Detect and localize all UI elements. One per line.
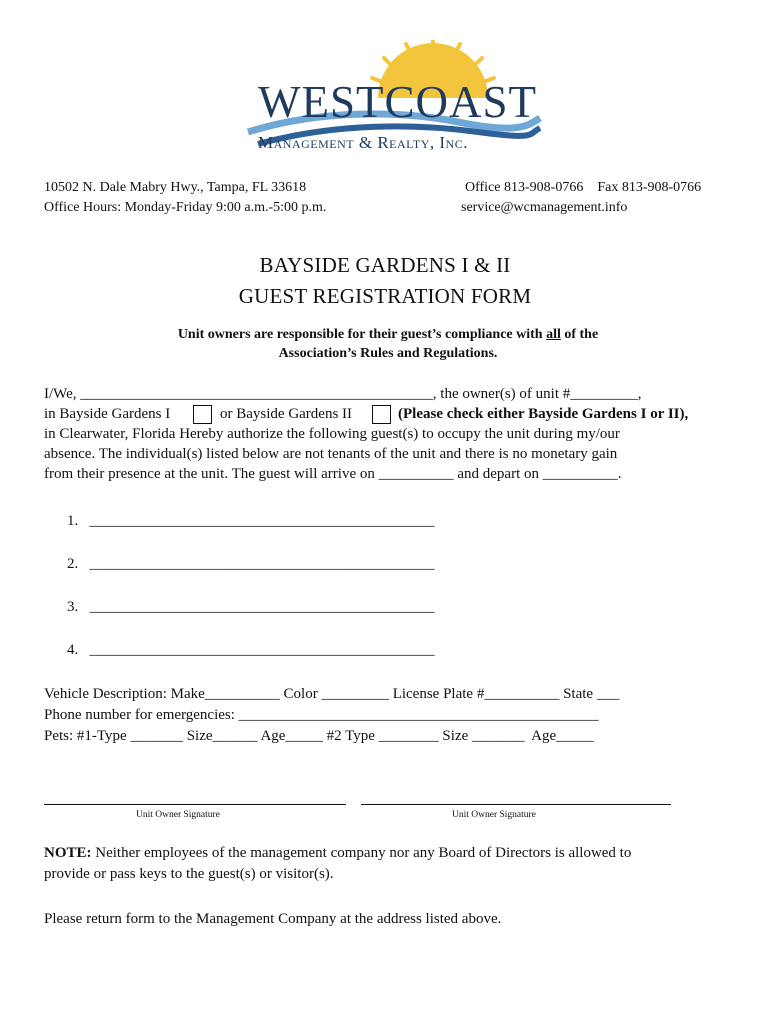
logo-wordmark: WESTCOAST xyxy=(258,77,537,127)
check-instruction: (Please check either Bayside Gardens I or II), xyxy=(398,406,689,422)
signature-label-right: Unit Owner Signature xyxy=(452,810,536,820)
emergency-phone-line[interactable]: Phone number for emergencies: ________________________________________________ xyxy=(44,707,599,723)
notice-line1: Unit owners are responsible for their guest’s compliance with all of the xyxy=(177,327,599,342)
guest-line-1[interactable]: 1. ______________________________________________ xyxy=(67,513,435,529)
note-line2: provide or pass keys to the guest(s) or visitor(s). xyxy=(44,866,334,882)
pets-line[interactable]: Pets: #1-Type _______ Size______ Age_____ #2 Type ________ Size _______ Age_____ xyxy=(44,728,594,744)
note-line1: NOTE: Neither employees of the management company nor any Board of Directors is allowed to xyxy=(44,845,632,861)
signature-label-left: Unit Owner Signature xyxy=(136,810,220,820)
guest-line-3[interactable]: 3. ______________________________________________ xyxy=(67,599,435,615)
email-text: service@wcmanagement.info xyxy=(461,200,628,215)
guest-line-4[interactable]: 4. ______________________________________________ xyxy=(67,642,435,658)
vehicle-line[interactable]: Vehicle Description: Make__________ Color _________ License Plate #__________ State ___ xyxy=(44,686,620,702)
bayside-2-label: or Bayside Gardens II xyxy=(220,406,353,422)
bayside-gardens-2-checkbox[interactable] xyxy=(372,405,391,424)
arrival-line: from their presence at the unit. The guest will arrive on __________ and depart on __________. xyxy=(44,466,622,482)
signature-line-right[interactable] xyxy=(361,804,671,805)
company-logo xyxy=(228,40,548,160)
authorize-line: in Clearwater, Florida Hereby authorize the following guest(s) to occupy the unit during my/our xyxy=(44,426,620,442)
form-title-line1: BAYSIDE GARDENS I & II xyxy=(259,253,511,277)
address-text: 10502 N. Dale Mabry Hwy., Tampa, FL 33618 xyxy=(44,180,307,195)
bayside-gardens-1-checkbox[interactable] xyxy=(193,405,212,424)
signature-line-left[interactable] xyxy=(44,804,346,805)
return-instructions: Please return form to the Management Company at the address listed above. xyxy=(44,911,502,927)
phone-fax-text: Office 813-908-0766 Fax 813-908-0766 xyxy=(465,180,702,195)
logo-tagline: Management & Realty, Inc. xyxy=(258,133,468,152)
owner-unit-line: I/We, _______________________________________________, the owner(s) of unit #_________, xyxy=(44,386,642,402)
guest-line-2[interactable]: 2. ______________________________________________ xyxy=(67,556,435,572)
tenants-line: absence. The individual(s) listed below are not tenants of the unit and there is no monetary gain xyxy=(44,446,618,462)
notice-line2: Association’s Rules and Regulations. xyxy=(278,346,498,361)
bayside-1-label: in Bayside Gardens I xyxy=(44,406,171,422)
office-hours-text: Office Hours: Monday-Friday 9:00 a.m.-5:00 p.m. xyxy=(44,200,327,215)
form-title-line2: GUEST REGISTRATION FORM xyxy=(238,284,532,308)
